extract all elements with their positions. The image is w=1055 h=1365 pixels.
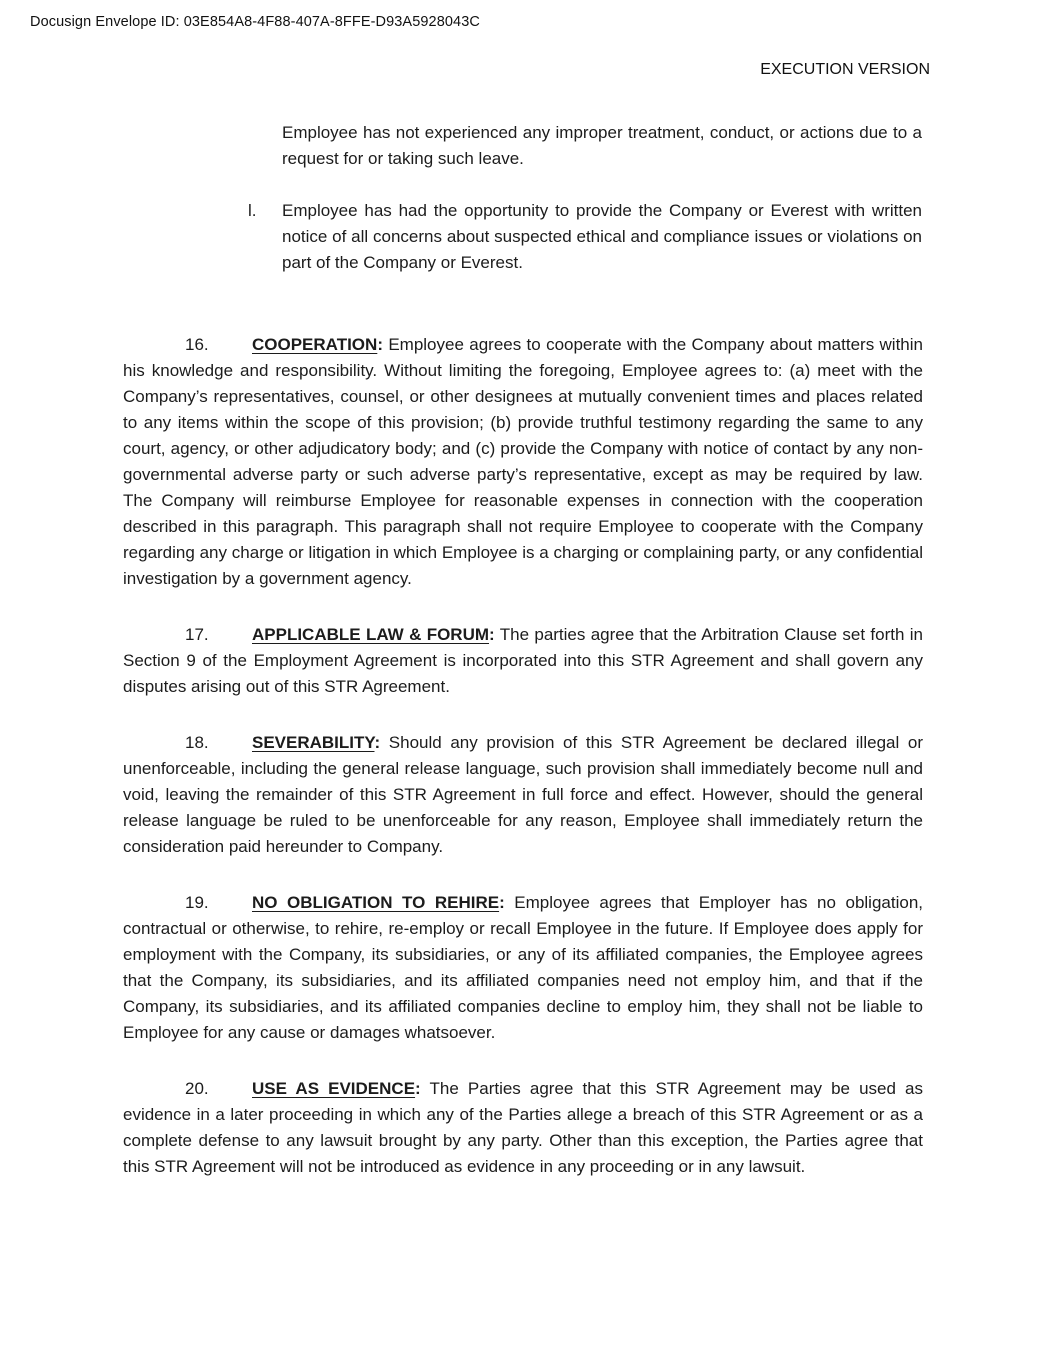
document-body — [123, 120, 923, 1180]
paragraph-heading: USE AS EVIDENCE — [252, 1079, 416, 1098]
paragraph-number: 18. — [185, 733, 209, 752]
paragraph-heading: COOPERATION — [252, 335, 378, 354]
paragraph-16-cooperation — [123, 332, 923, 592]
paragraph-number: 20. — [185, 1079, 209, 1098]
list-item-continuation — [282, 120, 922, 172]
lettered-list — [248, 120, 922, 276]
list-item-marker: l. — [248, 201, 257, 220]
paragraph-heading-colon: : — [499, 893, 505, 912]
list-item-text: Employee has not experienced any improper treatment, conduct, or actions due to a request for or taking such leave. — [282, 123, 922, 168]
paragraph-number: 19. — [185, 893, 209, 912]
list-item-l — [248, 198, 922, 276]
paragraph-text: The Parties agree that this STR Agreement may be used as evidence in a later proceeding in which any of the Parties allege a breach of this STR Agreement or as a complete defense to any lawsuit brought by any party. Other than this exception, the Parties agree that this STR Agreement will not be introduced as evidence in any proceeding or in any lawsuit. — [123, 1079, 924, 1176]
paragraph-number: 16. — [185, 335, 209, 354]
paragraph-text: Should any provision of this STR Agreement be declared illegal or unenforceable, including the general release language, such provision shall immediately become null and void, leaving the remainder of this STR Agreement in full force and effect. However, should the general release language be ruled to be unenforceable for any reason, Employee shall immediately return the consideration paid hereunder to Company. — [123, 733, 923, 856]
paragraph-text: Employee agrees to cooperate with the Company about matters within his knowledge and responsibility. Without limiting the foregoing, Employee agrees to: (a) meet with the Company’s representatives, counsel, or other designees at mutually convenient times and places related to any items within the scope of this provision; (b) provide truthful testimony regarding the same to any court, agency, or other adjudicatory body; and (c) provide the Company with notice of contact by any non-governmental adverse party or such adverse party’s representative, except as may be required by law. The Company will reimburse Employee for reasonable expenses in connection with the cooperation described in this paragraph. This paragraph shall not require Employee to cooperate with the Company regarding any charge or litigation in which Employee is a charging or complaining party, or any confidential investigation by a government agency. — [123, 335, 923, 588]
paragraph-19-no-obligation-to-rehire — [123, 890, 923, 1046]
paragraph-heading: NO OBLIGATION TO REHIRE — [252, 893, 500, 912]
paragraph-text: Employee agrees that Employer has no obligation, contractual or otherwise, to rehire, re-employ or recall Employee in the future. If Employee does apply for employment with the Company, its subsidiaries, or any of its affiliated companies, the Employee agrees that the Company, its subsidiaries, and its affiliated companies need not employ him, and that if the Company, its subsidiaries, and its affiliated companies decline to employ him, they shall not be liable to Employee for any cause or damages whatsoever. — [123, 893, 923, 1042]
paragraph-heading: APPLICABLE LAW & FORUM — [252, 625, 490, 644]
paragraph-heading-colon: : — [489, 625, 495, 644]
paragraph-heading: SEVERABILITY — [252, 733, 375, 752]
paragraph-20-use-as-evidence — [123, 1076, 923, 1180]
paragraph-number: 17. — [185, 625, 209, 644]
paragraph-text: The parties agree that the Arbitration Clause set forth in Section 9 of the Employment Agreement is incorporated into this STR Agreement and shall govern any disputes arising out of this STR Agreement. — [123, 625, 923, 696]
paragraph-heading-colon: : — [377, 335, 383, 354]
paragraph-17-applicable-law — [123, 622, 923, 700]
paragraph-heading-colon: : — [415, 1079, 421, 1098]
execution-version-label: EXECUTION VERSION — [760, 61, 930, 78]
paragraph-heading-colon: : — [374, 733, 381, 752]
list-item-text: Employee has had the opportunity to provide the Company or Everest with written notice of all concerns about suspected ethical and compliance issues or violations on part of the Company or Everest. — [282, 201, 922, 272]
paragraph-18-severability — [123, 730, 923, 860]
docusign-envelope-id: Docusign Envelope ID: 03E854A8-4F88-407A-8FFE-D93A5928043C — [30, 14, 480, 30]
